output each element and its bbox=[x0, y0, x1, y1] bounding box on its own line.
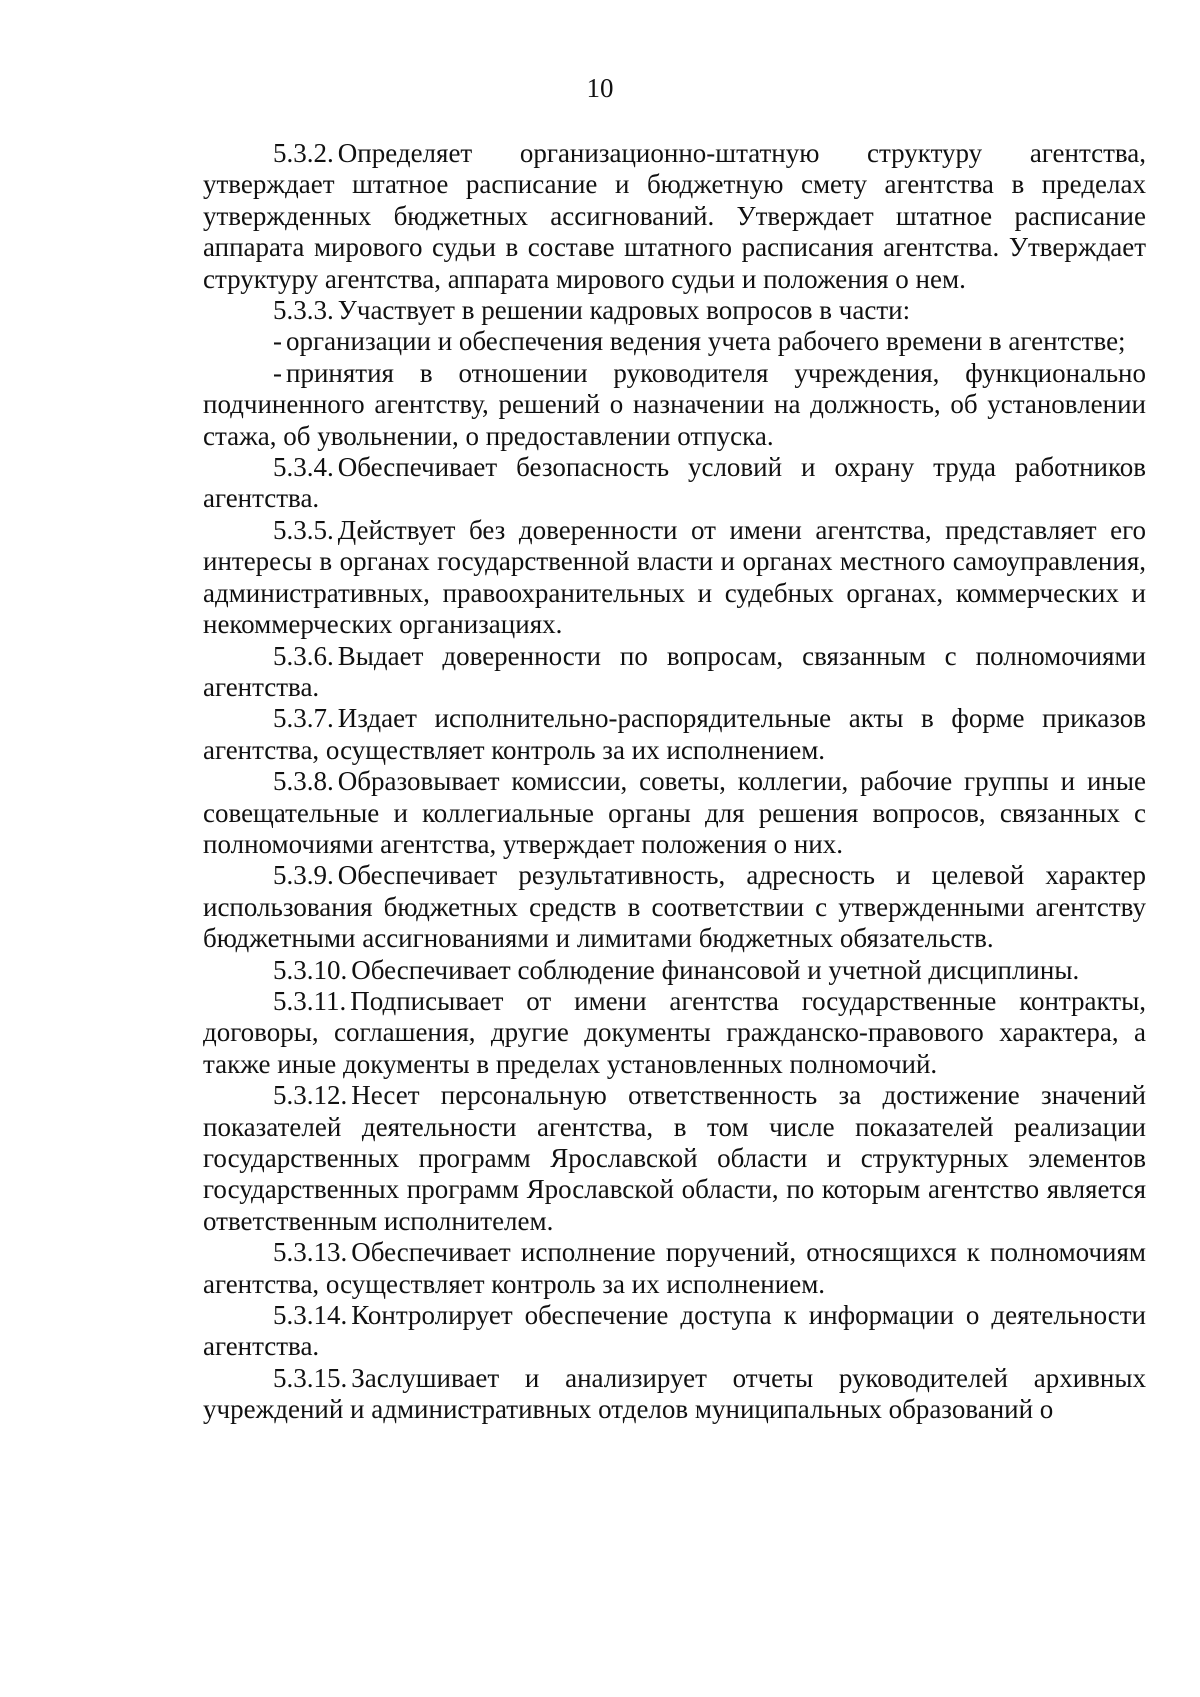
paragraph-number: 5.3.15. bbox=[273, 1362, 348, 1393]
paragraph-number: 5.3.12. bbox=[273, 1080, 348, 1111]
paragraph-5-3-2 bbox=[203, 138, 1146, 295]
paragraph-5-3-12 bbox=[203, 1080, 1146, 1237]
paragraph-text: Контролирует обеспечение доступа к информации о деятельности агентства. bbox=[203, 1300, 1146, 1362]
paragraph-number: 5.3.13. bbox=[273, 1237, 348, 1268]
list-item-text: организации и обеспечения ведения учета рабочего времени в агентстве; bbox=[286, 326, 1126, 357]
paragraph-text: Обеспечивает соблюдение финансовой и учетной дисциплины. bbox=[351, 954, 1080, 985]
page-number: 10 bbox=[586, 73, 614, 103]
paragraph-number: 5.3.7. bbox=[273, 703, 334, 734]
paragraph-5-3-9 bbox=[203, 860, 1146, 954]
paragraph-number: 5.3.5. bbox=[273, 514, 334, 545]
paragraph-number: 5.3.8. bbox=[273, 766, 334, 797]
list-dash: - bbox=[273, 357, 282, 388]
paragraph-text: Несет персональную ответственность за достижение значений показателей деятельности агентства, в том числе показателей реализации государственных программ Ярославской области и структурных элементов государственных программ Ярославской области, по которым агентство является ответственным исполнителем. bbox=[203, 1080, 1146, 1236]
paragraph-5-3-10 bbox=[203, 955, 1146, 986]
paragraph-text: Издает исполнительно-распорядительные акты в форме приказов агентства, осуществляет контроль за их исполнением. bbox=[203, 703, 1146, 765]
paragraph-number: 5.3.10. bbox=[273, 954, 348, 985]
paragraph-text: Действует без доверенности от имени агентства, представляет его интересы в органах государственной власти и органах местного самоуправления, административных, правоохранительных и судебных органах, коммерческих и некоммерческих организациях. bbox=[203, 514, 1146, 640]
paragraph-text: Участвует в решении кадровых вопросов в части: bbox=[337, 295, 911, 326]
paragraph-5-3-5 bbox=[203, 515, 1146, 641]
list-item-text: принятия в отношении руководителя учреждения, функционально подчиненного агентству, решений о назначении на должность, об установлении стажа, об увольнении, о предоставлении отпуска. bbox=[203, 357, 1146, 451]
paragraph-text: Выдает доверенности по вопросам, связанным с полномочиями агентства. bbox=[203, 640, 1146, 702]
paragraph-number: 5.3.3. bbox=[273, 295, 334, 326]
paragraph-text: Образовывает комиссии, советы, коллегии, рабочие группы и иные совещательные и коллегиальные органы для решения вопросов, связанных с полномочиями агентства, утверждает положения о них. bbox=[203, 766, 1146, 859]
paragraph-text: Обеспечивает результативность, адресность и целевой характер использования бюджетных средств в соответствии с утвержденными агентству бюджетными ассигнованиями и лимитами бюджетных обязательств. bbox=[203, 860, 1146, 954]
paragraph-5-3-4 bbox=[203, 452, 1146, 515]
paragraph-number: 5.3.11. bbox=[273, 985, 347, 1016]
list-item-dash bbox=[203, 326, 1146, 357]
document-body bbox=[203, 138, 1146, 1426]
paragraph-5-3-14 bbox=[203, 1300, 1146, 1363]
paragraph-5-3-8 bbox=[203, 766, 1146, 860]
paragraph-5-3-15 bbox=[203, 1363, 1146, 1426]
paragraph-number: 5.3.6. bbox=[273, 640, 334, 671]
paragraph-text: Определяет организационно-штатную структуру агентства, утверждает штатное расписание и бюджетную смету агентства в пределах утвержденных бюджетных ассигнований. Утверждает штатное расписание аппарата мирового судьи в составе штатного расписания агентства. Утверждает структуру агентства, аппарата мирового судьи и положения о нем. bbox=[203, 138, 1146, 294]
paragraph-number: 5.3.2. bbox=[273, 138, 334, 168]
paragraph-text: Обеспечивает исполнение поручений, относящихся к полномочиям агентства, осуществляет контроль за их исполнением. bbox=[203, 1237, 1146, 1299]
paragraph-number: 5.3.14. bbox=[273, 1300, 348, 1331]
list-dash: - bbox=[273, 326, 282, 357]
list-item-dash bbox=[203, 358, 1146, 452]
paragraph-text: Обеспечивает безопасность условий и охрану труда работников агентства. bbox=[203, 452, 1146, 514]
paragraph-text: Подписывает от имени агентства государственные контракты, договоры, соглашения, другие документы гражданско-правового характера, а также иные документы в пределах установленных полномочий. bbox=[203, 985, 1146, 1079]
paragraph-5-3-3 bbox=[203, 295, 1146, 326]
paragraph-5-3-11 bbox=[203, 986, 1146, 1080]
paragraph-5-3-6 bbox=[203, 641, 1146, 704]
paragraph-text: Заслушивает и анализирует отчеты руководителей архивных учреждений и административных отделов муниципальных образований о bbox=[203, 1362, 1146, 1425]
paragraph-number: 5.3.4. bbox=[273, 452, 334, 483]
paragraph-5-3-13 bbox=[203, 1237, 1146, 1300]
paragraph-5-3-7 bbox=[203, 703, 1146, 766]
paragraph-number: 5.3.9. bbox=[273, 860, 334, 891]
